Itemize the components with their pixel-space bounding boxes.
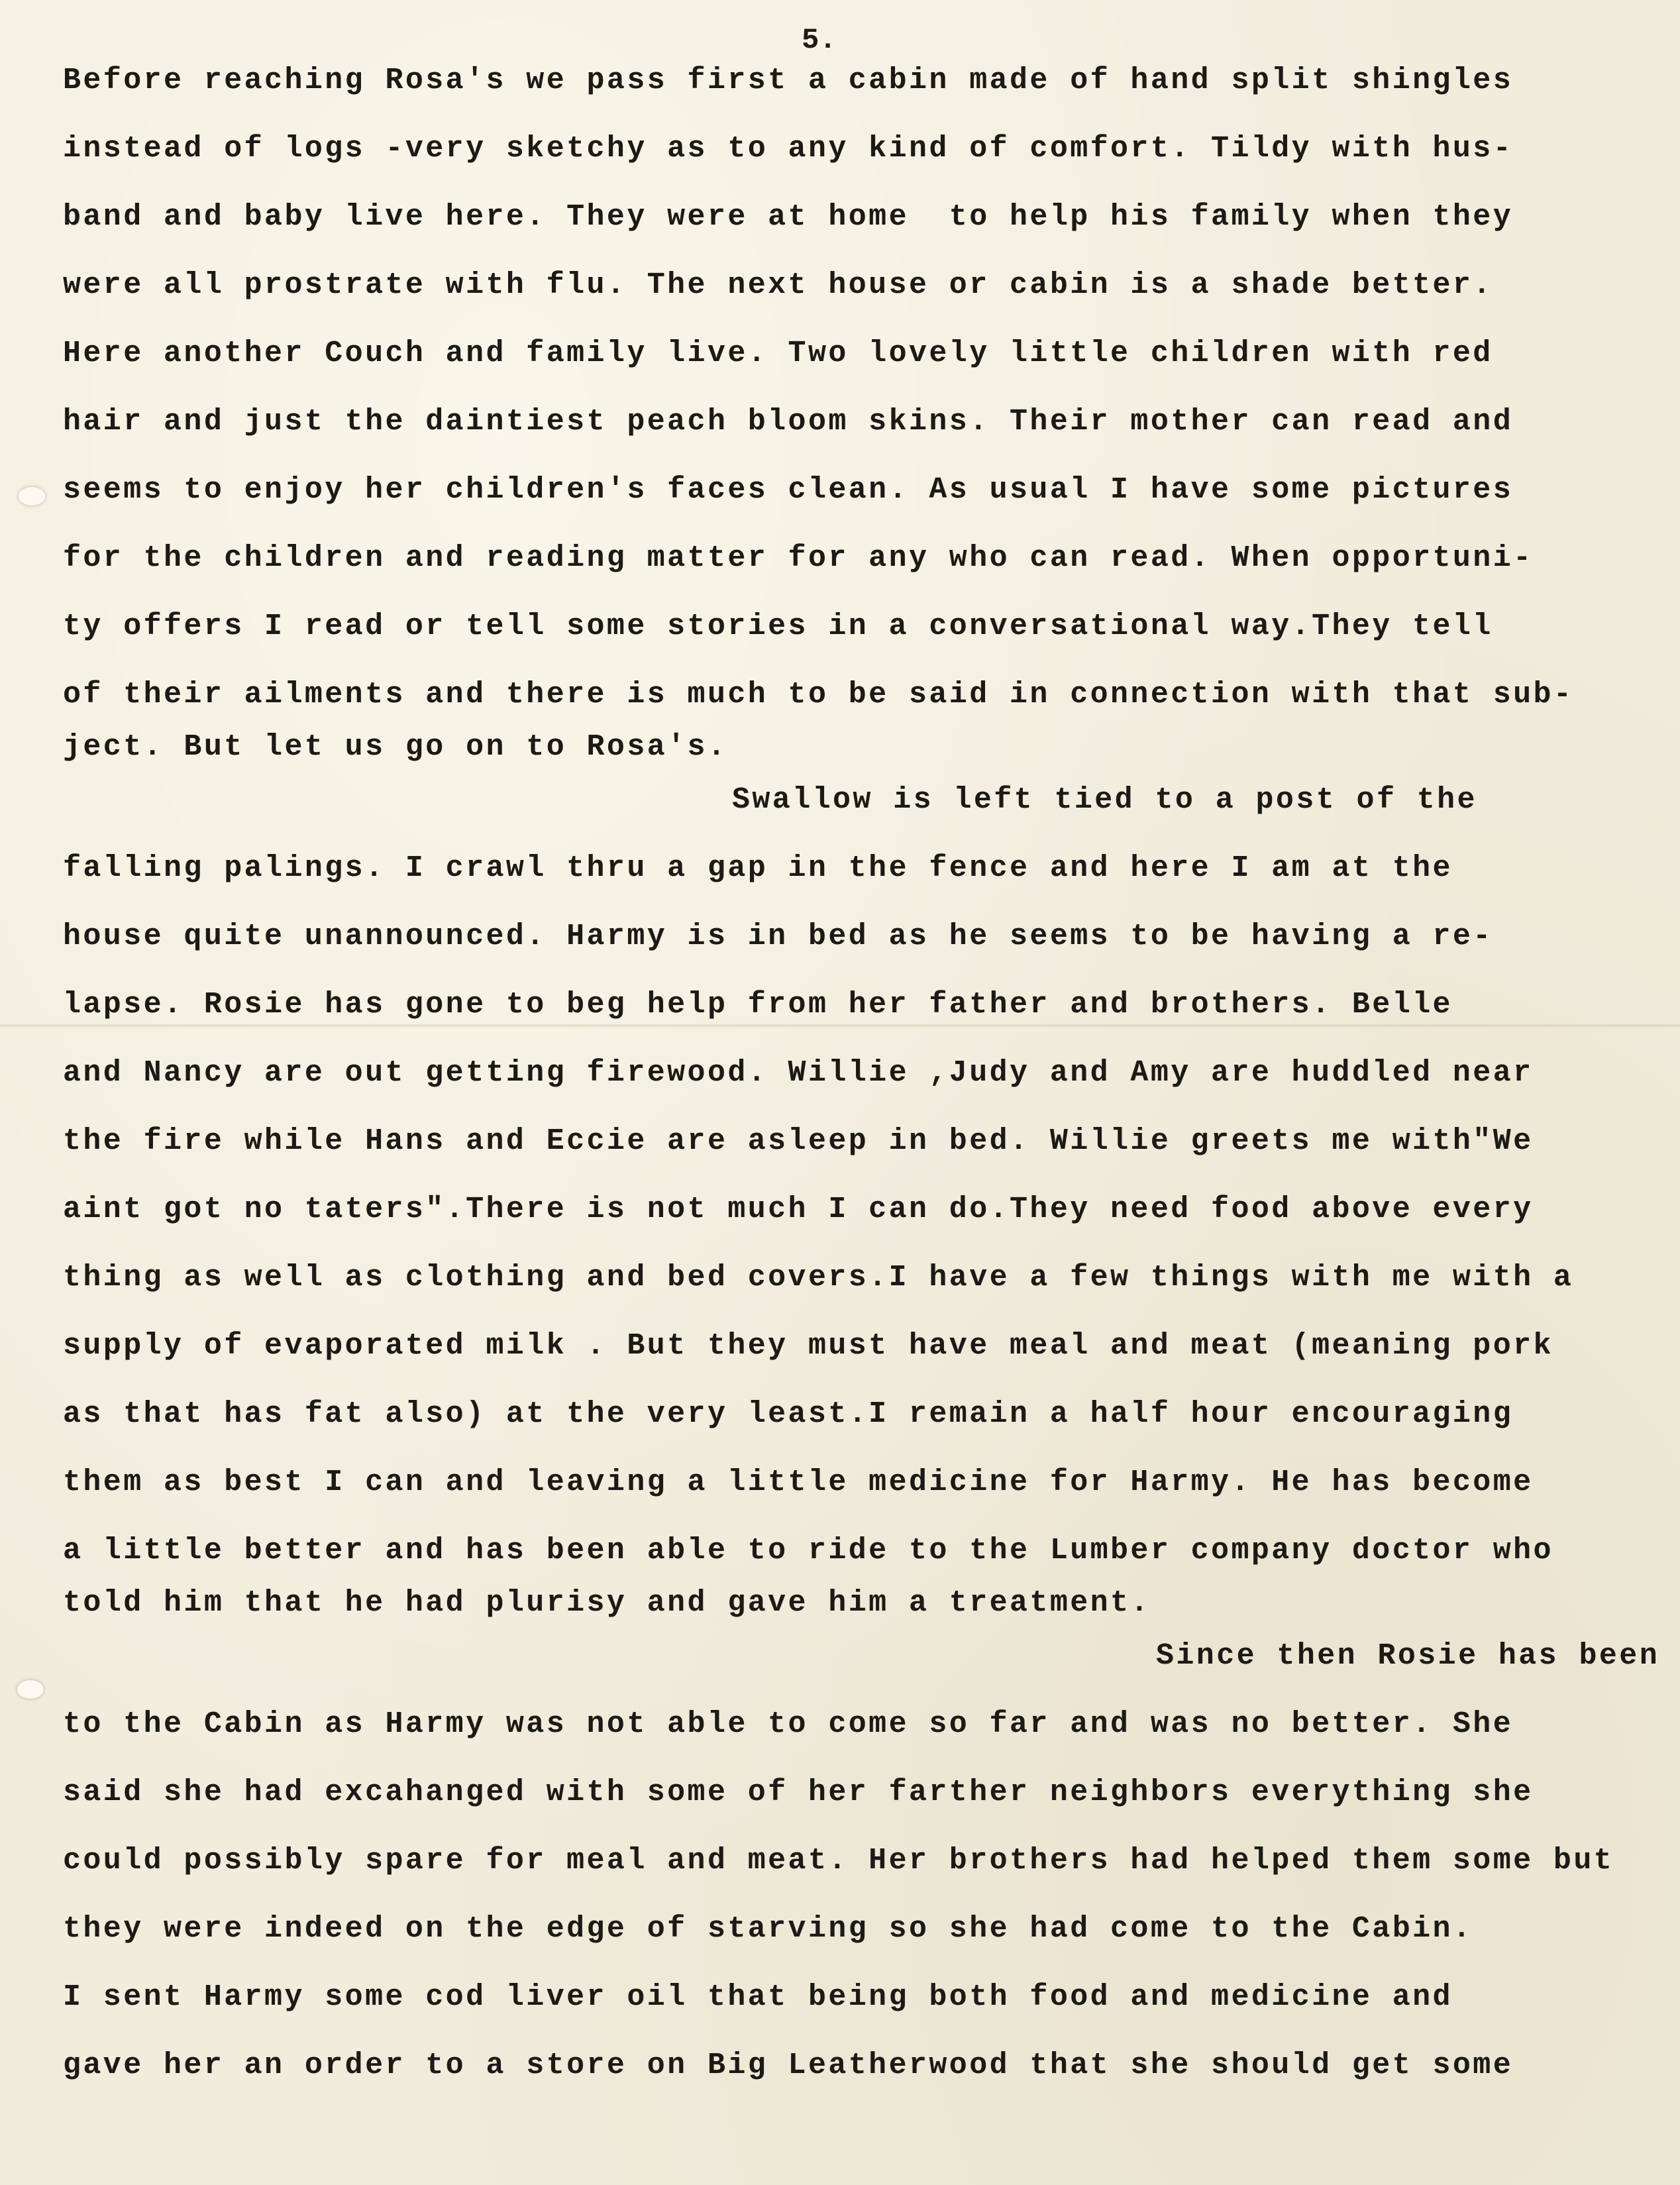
text-line: as that has fat also) at the very least.I remain a half hour encouraging [63, 1397, 1514, 1431]
binder-hole [19, 487, 45, 506]
text-line: supply of evaporated milk . But they must have meal and meat (meaning pork [63, 1329, 1553, 1363]
text-line: said she had excahanged with some of her farther neighbors everything she [63, 1776, 1534, 1809]
text-line: seems to enjoy her children's faces clean. As usual I have some pictures [63, 473, 1514, 507]
text-line: house quite unannounced. Harmy is in bed as he seems to be having a re- [63, 920, 1493, 953]
typed-letter-body [63, 46, 1660, 2100]
text-line: of their ailments and there is much to be said in connection with that sub- [63, 678, 1574, 712]
text-line: to the Cabin as Harmy was not able to come so far and was no better. She [63, 1707, 1514, 1741]
text-line: them as best I can and leaving a little medicine for Harmy. He has become [63, 1466, 1534, 1499]
text-line: band and baby live here. They were at home to help his family when they [63, 200, 1514, 234]
text-line: they were indeed on the edge of starving so she had come to the Cabin. [63, 1912, 1473, 1946]
binder-hole [17, 1680, 44, 1699]
text-line: instead of logs -very sketchy as to any kind of comfort. Tildy with hus- [63, 132, 1514, 166]
text-line: hair and just the daintiest peach bloom skins. Their mother can read and [63, 405, 1514, 439]
text-line: a little better and has been able to ride to the Lumber company doctor who [63, 1534, 1553, 1568]
text-line: Swallow is left tied to a post of the [732, 783, 1477, 817]
text-line: ject. But let us go on to Rosa's. [63, 730, 728, 764]
text-line: I sent Harmy some cod liver oil that being both food and medicine and [63, 1980, 1453, 2014]
text-line: and Nancy are out getting firewood. Willie ,Judy and Amy are huddled near [63, 1056, 1534, 1090]
text-line: thing as well as clothing and bed covers.I have a few things with me with a [63, 1261, 1574, 1295]
text-line: could possibly spare for meal and meat. Her brothers had helped them some but [63, 1844, 1614, 1878]
text-line: Before reaching Rosa's we pass first a cabin made of hand split shingles [63, 64, 1514, 97]
text-line: for the children and reading matter for any who can read. When opportuni- [63, 541, 1534, 575]
text-line: were all prostrate with flu. The next house or cabin is a shade better. [63, 268, 1493, 302]
text-line: lapse. Rosie has gone to beg help from her father and brothers. Belle [63, 988, 1453, 1022]
text-line: gave her an order to a store on Big Leatherwood that she should get some [63, 2049, 1514, 2082]
text-line: Since then Rosie has been [1156, 1639, 1660, 1673]
text-line: ty offers I read or tell some stories in a conversational way.They tell [63, 610, 1493, 643]
text-line: falling palings. I crawl thru a gap in the fence and here I am at the [63, 851, 1453, 885]
text-line: aint got no taters".There is not much I can do.They need food above every [63, 1193, 1534, 1226]
text-line: told him that he had plurisy and gave him a treatment. [63, 1586, 1151, 1620]
text-line: Here another Couch and family live. Two lovely little children with red [63, 337, 1493, 370]
page-number: 5. [802, 24, 837, 57]
text-line: the fire while Hans and Eccie are asleep in bed. Willie greets me with"We [63, 1124, 1534, 1158]
